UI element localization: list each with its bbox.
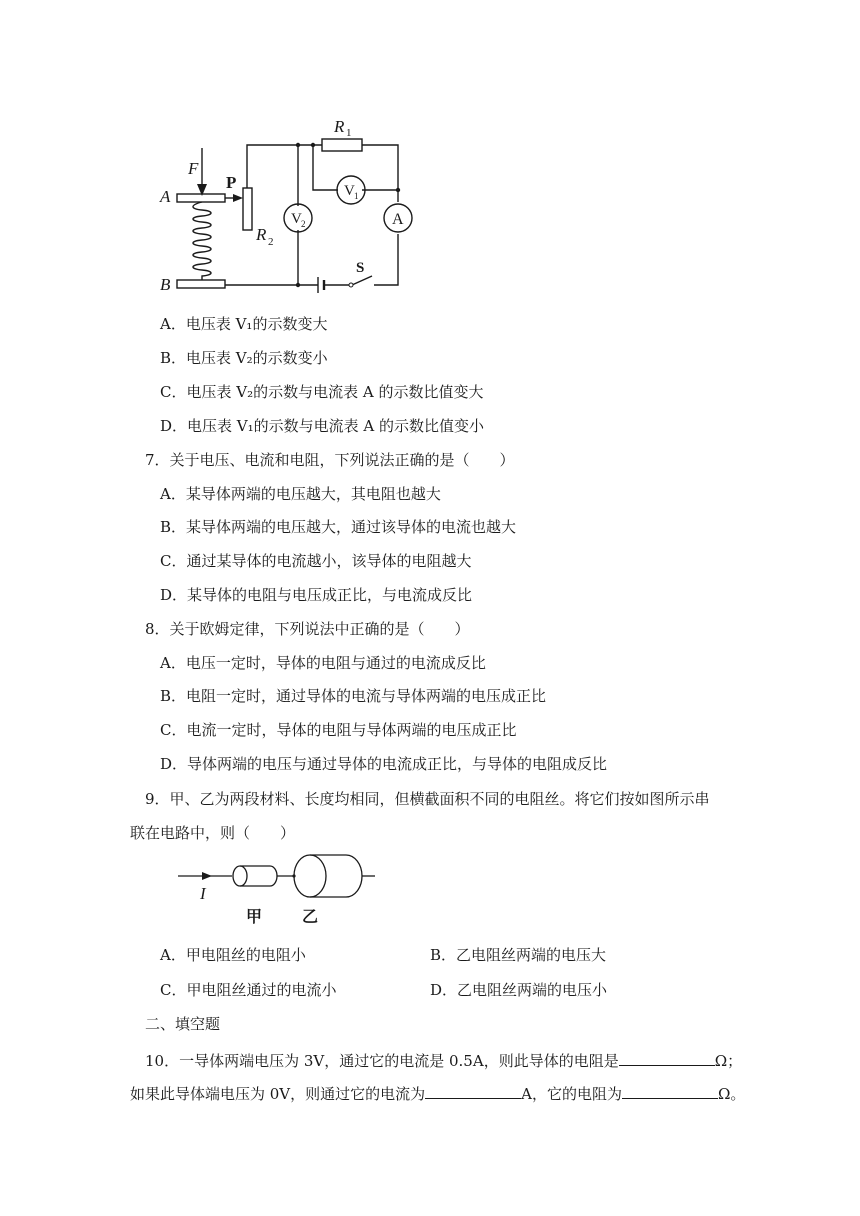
answer-blank-resistance-2[interactable] xyxy=(622,1083,718,1099)
q7-option-c: C．通过某导体的电流越小，该导体的电阻越大 xyxy=(160,552,472,570)
circuit-diagram xyxy=(150,110,420,300)
q10-text1: 10．一导体两端电压为 3V，通过它的电流是 0.5A，则此导体的电阻是 xyxy=(145,1052,619,1070)
q7-option-d: D．某导体的电阻与电压成正比，与电流成反比 xyxy=(160,586,473,604)
label-S: S xyxy=(356,260,365,276)
q10-unit1: Ω； xyxy=(714,1052,743,1070)
q6-option-c: C．电压表 V₂的示数与电流表 A 的示数比值变大 xyxy=(160,383,484,401)
q6-option-b: B．电压表 V₂的示数变小 xyxy=(160,349,328,367)
q8-stem: 8．关于欧姆定律，下列说法中正确的是（ ） xyxy=(145,620,470,638)
label-R1: R xyxy=(334,117,345,136)
answer-blank-current[interactable] xyxy=(425,1083,521,1099)
label-ammeter: A xyxy=(392,211,404,228)
resistance-wires-diagram xyxy=(170,850,385,930)
label-R1-sub: 1 xyxy=(346,127,352,139)
label-B: B xyxy=(160,275,171,294)
q9-option-c: C．甲电阻丝通过的电流小 xyxy=(160,981,337,999)
label-R2-sub: 2 xyxy=(268,236,274,248)
label-R2: R xyxy=(256,225,267,244)
label-A: A xyxy=(160,187,171,206)
label-V1-sub: 1 xyxy=(354,191,359,201)
q7-stem: 7．关于电压、电流和电阻，下列说法正确的是（ ） xyxy=(145,451,515,469)
q9-stem-line2: 联在电路中，则（ ） xyxy=(130,824,296,842)
label-P: P xyxy=(226,173,237,192)
q6-option-a: A．电压表 V₁的示数变大 xyxy=(160,315,328,333)
label-V2: V xyxy=(291,211,302,227)
label-V1: V xyxy=(344,183,355,199)
label-jia: 甲 xyxy=(246,909,263,926)
answer-blank-resistance[interactable] xyxy=(619,1050,715,1066)
q8-option-b: B．电阻一定时，通过导体的电流与导体两端的电压成正比 xyxy=(160,687,547,705)
q10-line1 xyxy=(145,1050,742,1071)
label-I: I xyxy=(200,884,206,903)
q10-text2: 如果此导体端电压为 0V，则通过它的电流为 xyxy=(130,1085,426,1103)
label-F: F xyxy=(188,159,199,178)
q8-option-d: D．导体两端的电压与通过导体的电流成正比，与导体的电阻成反比 xyxy=(160,755,608,773)
q9-option-b: B．乙电阻丝两端的电压大 xyxy=(430,946,607,964)
q9-option-a: A．甲电阻丝的电阻小 xyxy=(160,946,306,964)
label-V2-sub: 2 xyxy=(301,219,306,229)
q6-option-d: D．电压表 V₁的示数与电流表 A 的示数比值变小 xyxy=(160,417,485,435)
q7-option-b: B．某导体两端的电压越大，通过该导体的电流也越大 xyxy=(160,518,517,536)
label-yi: 乙 xyxy=(302,909,319,926)
q10-unit3: Ω。 xyxy=(718,1085,746,1103)
q9-option-d: D．乙电阻丝两端的电压小 xyxy=(430,981,608,999)
section-heading: 二、填空题 xyxy=(145,1015,221,1033)
q7-option-a: A．某导体两端的电压越大，其电阻也越大 xyxy=(160,485,441,503)
q8-option-c: C．电流一定时，导体的电阻与导体两端的电压成正比 xyxy=(160,721,517,739)
q10-line2 xyxy=(130,1083,745,1104)
q9-stem-line1: 9．甲、乙为两段材料、长度均相同，但横截面积不同的电阻丝。将它们按如图所示串 xyxy=(145,790,710,808)
q10-unit2: A，它的电阻为 xyxy=(521,1085,622,1103)
q8-option-a: A．电压一定时，导体的电阻与通过的电流成反比 xyxy=(160,654,486,672)
